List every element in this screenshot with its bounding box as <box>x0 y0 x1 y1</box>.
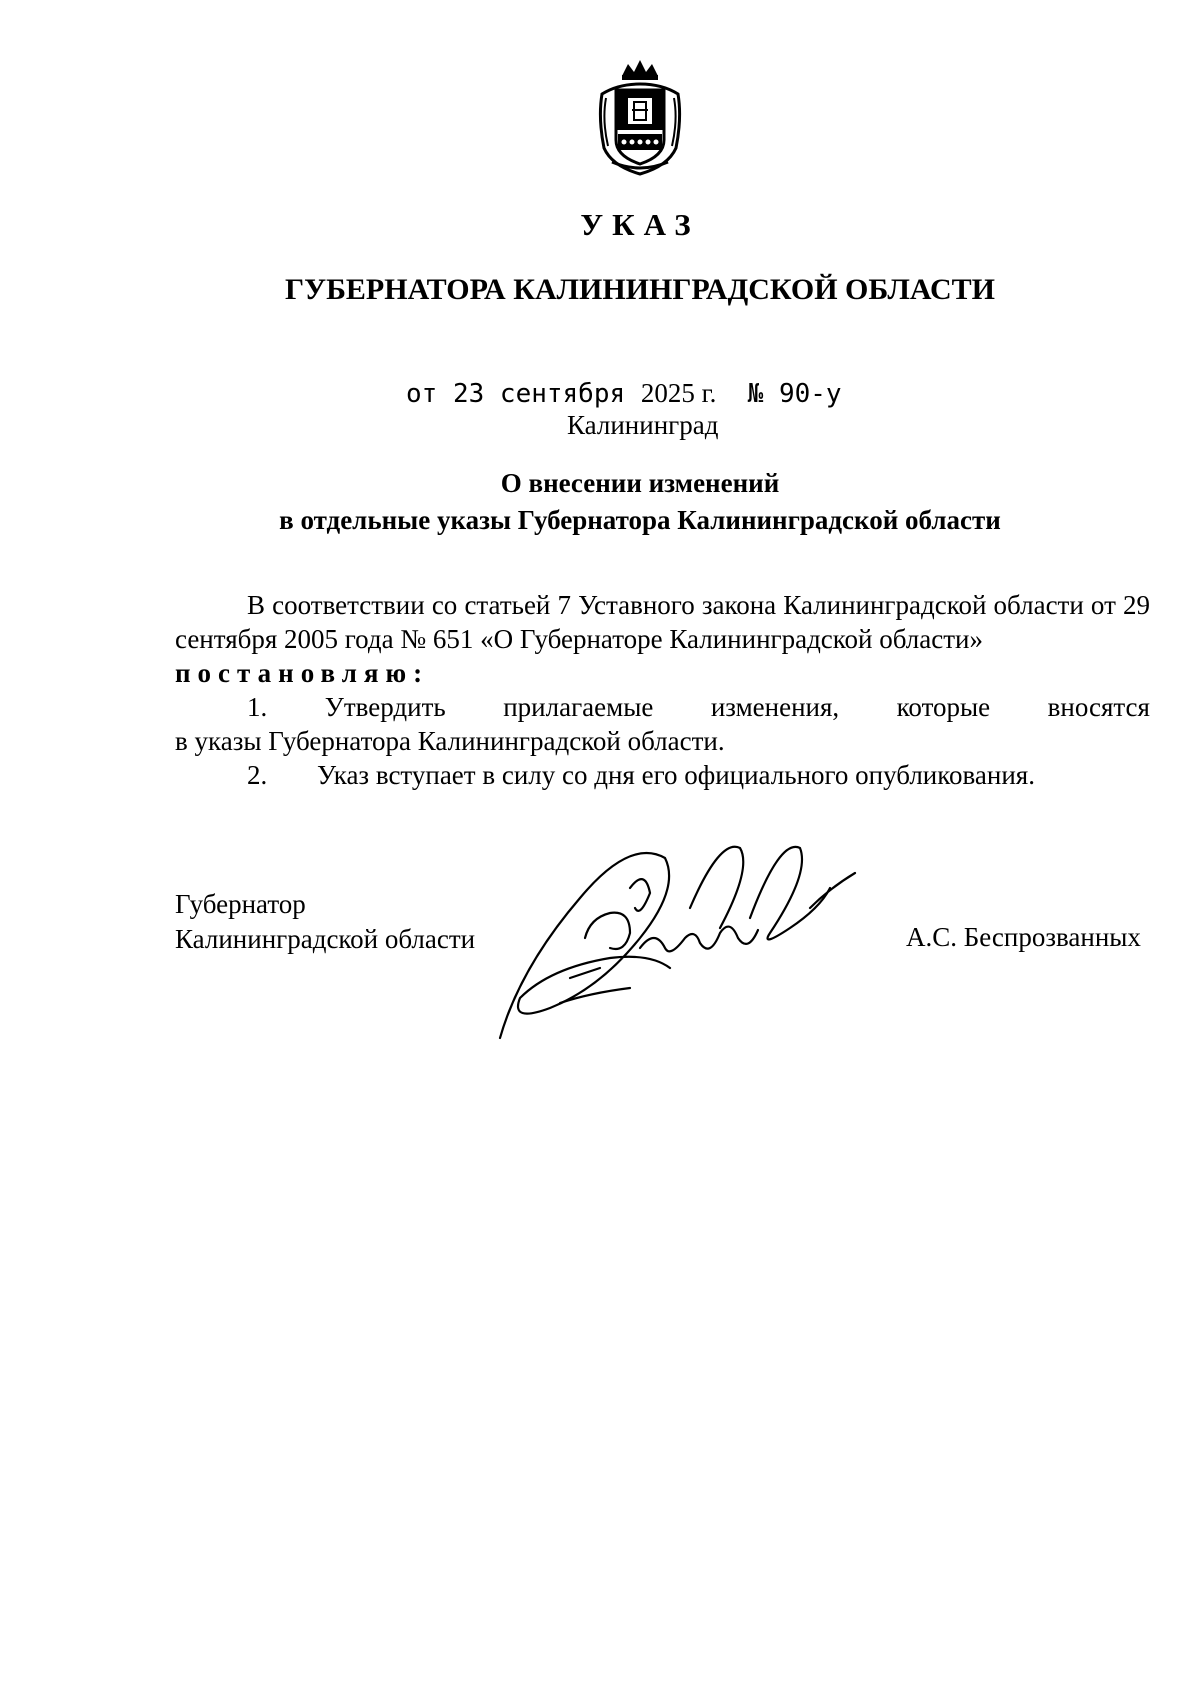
handwritten-signature <box>490 818 940 1058</box>
decree-word: постановляю: <box>175 658 430 688</box>
date-number-line <box>406 378 842 409</box>
date: от 23 сентября <box>406 379 626 409</box>
item-1-word: вносятся <box>1047 692 1150 722</box>
item-1-word: Утвердить <box>324 692 446 722</box>
document-type: УКАЗ <box>580 207 700 242</box>
position-line-2: Калининградской области <box>175 924 476 954</box>
signatory-name: А.С. Беспрозванных <box>906 922 1141 952</box>
city: Калининград <box>567 410 719 440</box>
item-1-word: изменения, <box>710 692 840 722</box>
item-1-continuation: в указы Губернатора Калининградской области. <box>175 726 725 756</box>
preamble: В соответствии со статьей 7 Уставного закона Калининградской области от 29 сентября 2005 года № 651 «О Губернаторе Калининградской области» <box>175 590 1150 654</box>
item-1-word: прилагаемые <box>503 692 654 722</box>
decree-number: № 90-у <box>747 379 842 409</box>
item-2 <box>175 758 1150 792</box>
subject <box>0 465 1200 539</box>
position-line-1: Губернатор <box>175 889 306 919</box>
item-1-number: 1. <box>247 692 268 722</box>
item-1-line <box>175 690 1150 724</box>
item-2-text: Указ вступает в силу со дня его официального опубликования. <box>317 760 1035 790</box>
body <box>175 588 1150 792</box>
subject-line-1: О внесении изменений <box>500 468 780 498</box>
subject-line-2: в отдельные указы Губернатора Калининградской области <box>279 505 1001 535</box>
coat-of-arms-icon <box>592 58 688 176</box>
item-2-number: 2. <box>247 760 268 790</box>
issuer: ГУБЕРНАТОРА КАЛИНИНГРАДСКОЙ ОБЛАСТИ <box>284 273 996 306</box>
signatory-position <box>175 887 475 957</box>
year: 2025 г. <box>640 378 717 408</box>
item-1-word: которые <box>896 692 991 722</box>
